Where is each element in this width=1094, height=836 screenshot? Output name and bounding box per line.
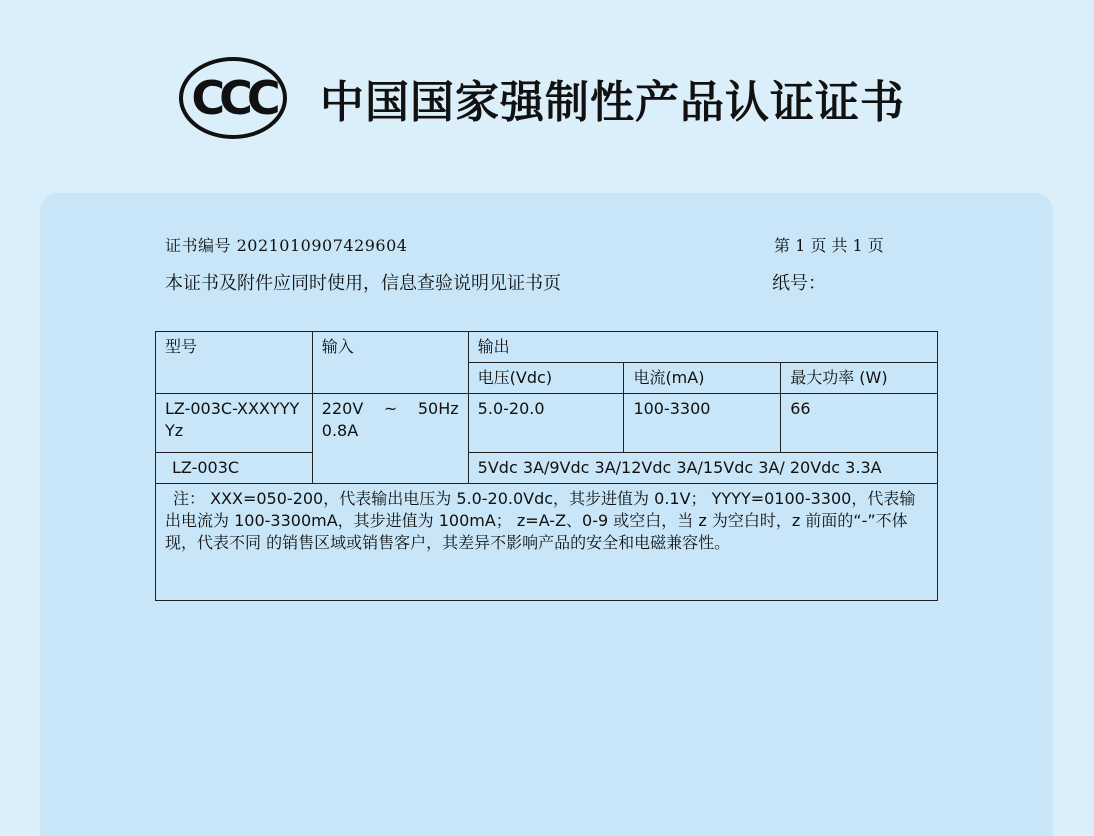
input-frequency: 50Hz bbox=[417, 399, 459, 418]
certificate-number: 证书编号 2021010907429604 bbox=[165, 236, 408, 255]
ccc-logo bbox=[178, 56, 288, 140]
cell-model-1: LZ-003C-XXXYYYYz bbox=[156, 394, 313, 453]
note-text: 注： XXX=050-200，代表输出电压为 5.0-20.0Vdc，其步进值为 0.1V； YYYY=0100-3300，代表输出电流为 100-3300mA，其步进值为 100mA； z=A-Z、0-9 或空白，当 z 为空白时，z 前面的“-”不体现，代表不同 的销售区域或销售客户，其差异不影响产品的安全和电磁兼容性。 bbox=[156, 484, 938, 601]
input-current: 0.8A bbox=[321, 421, 359, 440]
certificate-title: 中国国家强制性产品认证证书 bbox=[320, 77, 905, 128]
cell-input bbox=[312, 394, 468, 484]
input-voltage: 220V bbox=[321, 399, 364, 418]
page-info: 第 1 页 共 1 页 bbox=[774, 236, 884, 255]
input-separator: ~ bbox=[383, 399, 398, 418]
spec-table bbox=[155, 331, 938, 601]
header-voltage: 电压(Vdc) bbox=[468, 363, 624, 394]
cell-model-2: LZ-003C bbox=[156, 453, 313, 484]
cell-output-specs: 5Vdc 3A/9Vdc 3A/12Vdc 3A/15Vdc 3A/ 20Vdc 3.3A bbox=[468, 453, 937, 484]
cell-voltage: 5.0-20.0 bbox=[468, 394, 624, 453]
header-max-power: 最大功率 (W) bbox=[781, 363, 938, 394]
header-current: 电流(mA) bbox=[624, 363, 781, 394]
logo-text: CCC bbox=[191, 71, 275, 125]
certificate-header bbox=[0, 0, 1094, 190]
cell-max-power: 66 bbox=[781, 394, 938, 453]
cell-current: 100-3300 bbox=[624, 394, 781, 453]
header-model: 型号 bbox=[156, 332, 313, 394]
paper-number-label: 纸号： bbox=[772, 273, 826, 294]
input-line bbox=[322, 398, 459, 420]
header-output: 输出 bbox=[468, 332, 937, 363]
header-input: 输入 bbox=[312, 332, 468, 394]
usage-note: 本证书及附件应同时使用，信息查验说明见证书页 bbox=[165, 273, 561, 294]
